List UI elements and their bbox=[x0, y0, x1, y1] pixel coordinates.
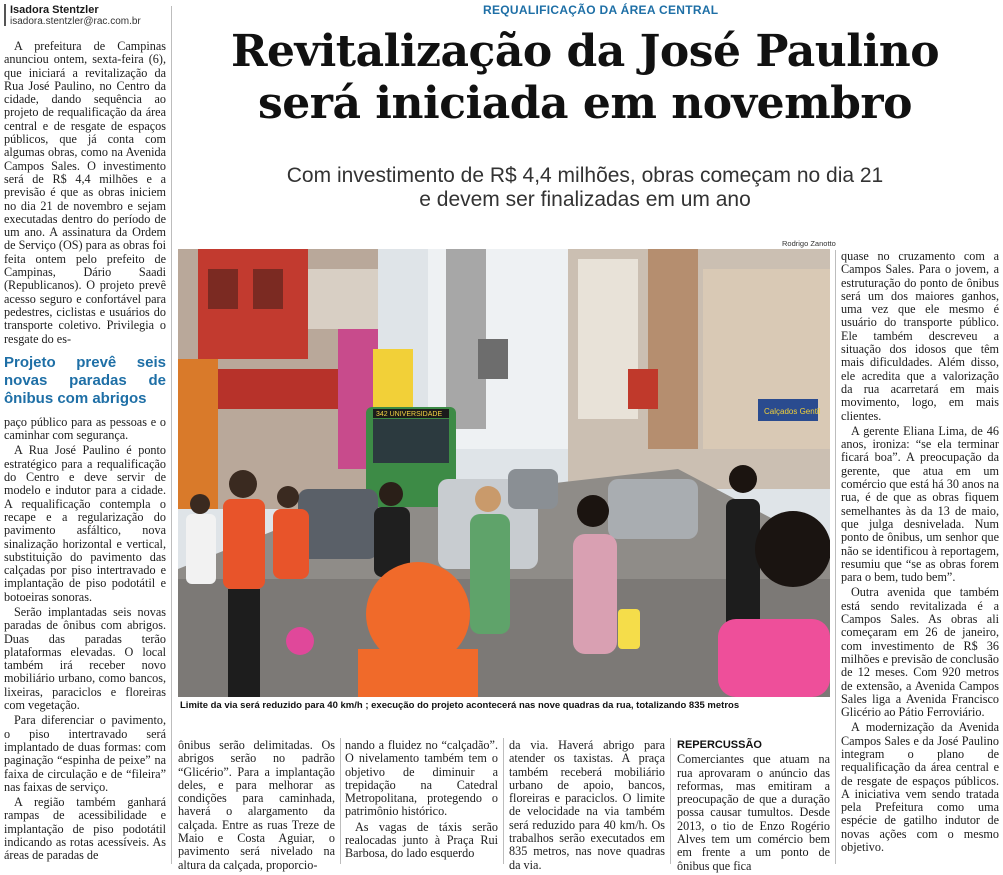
article-column-6 bbox=[841, 250, 999, 856]
section-label-repercussao: REPERCUSSÃO bbox=[677, 739, 762, 751]
byline bbox=[4, 4, 164, 27]
paragraph: A Rua José Paulino é ponto estratégico para a requalificação do Centro e deve servir de modelo e indutor para a cidade. A requalificação contempla o recape e a regularização do pavimento asfáltico, nova sinalização horizontal e vertical, substituição do pavimento das calçadas por piso intertravado e implantação de piso podotátil e botoeiras sonoras. bbox=[4, 443, 166, 604]
byline-name: Isadora Stentzler bbox=[10, 4, 99, 16]
headline bbox=[172, 26, 998, 130]
paragraph: A região também ganhará rampas de acessibilidade e implantação de piso podotátil indicando as rotas acessíveis. As áreas de paradas de bbox=[4, 795, 166, 863]
column-rule-b3 bbox=[670, 738, 671, 864]
headline-line-2: será iniciada em novembro bbox=[258, 78, 912, 129]
article-column-4 bbox=[509, 739, 665, 874]
column-rule-right bbox=[835, 250, 836, 864]
photo-caption: Limite da via será reduzido para 40 km/h ; execução do projeto acontecerá nas nove quadras da rua, totalizando 835 metros bbox=[180, 700, 740, 711]
street-scene-illustration bbox=[178, 249, 830, 697]
subhead-line-2: e devem ser finalizadas em um ano bbox=[419, 188, 751, 211]
shop-sign-text: Calçados Gentil bbox=[764, 407, 821, 416]
byline-email[interactable]: isadora.stentzler@rac.com.br bbox=[10, 16, 141, 27]
paragraph: quase no cruzamento com a Campos Sales. Para o jovem, a estruturação do ponto de ônibus será um dos maiores ganhos, uma vez que ele mesmo é usuário do transporte público. Ele também descreveu a situação dos idosos que têm mais dificuldades. Além disso, ele acredita que a valorização da rua acarretará em mais movimento, logo, em mais clientes. bbox=[841, 249, 999, 423]
article-column-3 bbox=[345, 739, 498, 863]
article-column-2 bbox=[178, 739, 335, 874]
column-rule-b1 bbox=[340, 738, 341, 864]
section-kicker: REQUALIFICAÇÃO DA ÁREA CENTRAL bbox=[483, 3, 719, 17]
paragraph: Outra avenida que também está sendo revitalizada é a Campos Sales. As obras ali começaram em 26 de janeiro, com investimento de R$ 36 milhões e previsão de conclusão de 12 meses. Com 920 metros de extensão, a Avenida Campos Sales liga a Avenida Francisco Glicério ao Pátio Ferroviário. bbox=[841, 585, 999, 720]
paragraph: As vagas de táxis serão realocadas junto à Praça Rui Barbosa, do lado esquerdo bbox=[345, 819, 498, 861]
headline-line-1: Revitalização da José Paulino bbox=[230, 26, 940, 77]
street-photo bbox=[178, 249, 830, 697]
photo-credit: Rodrigo Zanotto bbox=[782, 239, 836, 248]
paragraph: da via. Haverá abrigo para atender os taxistas. A praça também receberá mobiliário urbano de apoio, bancos, floreiras e paraciclos. O limite de velocidade na via também será reduzido para 40 km/h. Os trabalhos serão executados em 835 metros, nas nove quadras da via. bbox=[509, 738, 665, 872]
column-rule-left bbox=[171, 6, 172, 864]
paragraph: A modernização da Avenida Campos Sales e da José Paulino integram o plano de requalificação da área central e de resgate de espaços públicos. A iniciativa vem sendo tratada pela Prefeitura como uma espécie de gatilho indutor de novas ações com o mesmo objetivo. bbox=[841, 720, 999, 855]
column-rule-b2 bbox=[503, 738, 504, 864]
bus-sign-text: 342 UNIVERSIDADE bbox=[376, 411, 443, 418]
article-column-5 bbox=[677, 739, 830, 875]
byline-bar bbox=[4, 4, 6, 26]
paragraph: A prefeitura de Campinas anunciou ontem, sexta-feira (6), que iniciará a revitalização da Rua José Paulino, no Centro da cidade, dando sequência ao projeto de requalificação da área central e de resgate de espaços públicos, que já conta com algumas obras, como na Avenida Campos Sales. O investimento será de R$ 4,4 milhões e a previsão é que as obras iniciem no dia 21 de novembro e sejam executadas dentro do período de um ano. A assinatura da Ordem de Serviço (OS) para as obras foi feita ontem pelo prefeito de Campinas, Dário Saadi (Republicanos). O projeto prevê acesso seguro e confortável para pedestres, ciclistas e usuários do transporte coletivo. Privilegia o resgate do es- bbox=[4, 39, 166, 346]
intertitle: Projeto prevê seis novas paradas de ônibus com abrigos bbox=[4, 353, 166, 407]
paragraph: Para diferenciar o pavimento, o piso intertravado será implantado de duas formas: com paginação “espinha de peixe” na faixa de circulação e de “fileira” nas faixas de serviço. bbox=[4, 713, 166, 794]
paragraph: Serão implantadas seis novas paradas de ônibus com abrigos. Duas das paradas terão plataformas elevadas. O local também irá receber novo mobiliário urbano, como bancos, lixeiras, paraciclos e floreiras com vegetação. bbox=[4, 604, 166, 713]
paragraph: A gerente Eliana Lima, de 46 anos, ironiza: “se ela terminar ficará boa”. A preocupação da gerente, que atua em um comércio que está há 30 anos na rua, é de que as obras fiquem semelhantes às da 13 de maio, que julga desnivelada. Num ponto de ônibus, um senhor que não se identificou à reportagem, resumiu que “se as obras forem para o bem, tudo bem”. bbox=[841, 423, 999, 585]
paragraph: paço público para as pessoas e o caminhar com segurança. bbox=[4, 414, 166, 443]
article-column-1 bbox=[4, 40, 166, 865]
paragraph: Comerciantes que atuam na rua aprovaram o anúncio das reformas, mas emitiram a preocupação de que a duração possa causar tumultos. Desde 2013, o tio de Enzo Rogério Alves tem um comércio bem em frente a um ponto de ônibus que fica bbox=[677, 752, 830, 873]
subhead-line-1: Com investimento de R$ 4,4 milhões, obras começam no dia 21 bbox=[286, 164, 884, 187]
paragraph: ônibus serão delimitadas. Os abrigos serão no padrão “Glicério”. Para a implantação deles, e para melhorar as condições para caminhada, haverá o alargamento da calçada. Entre as ruas Treze de Maio e Costa Aguiar, o pavimento será nivelado na altura da calçada, proporcio- bbox=[178, 738, 335, 872]
subhead bbox=[180, 164, 990, 212]
paragraph: nando a fluidez no “calçadão”. O nivelamento também tem o objetivo de diminuir a trepidação na Catedral Metropolitana, protegendo o patrimônio histórico. bbox=[345, 738, 498, 819]
